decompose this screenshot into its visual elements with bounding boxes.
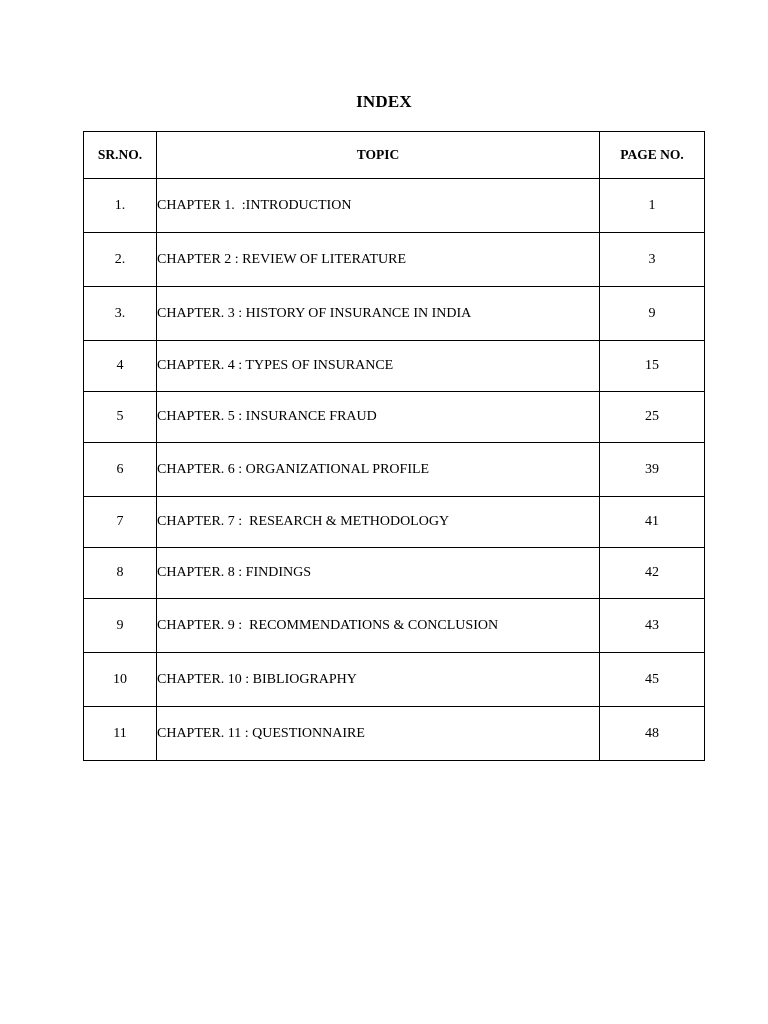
table-row [84, 443, 705, 497]
table-row [84, 653, 705, 707]
header-sr-no: SR.NO. [84, 132, 157, 179]
sr-no-cell: 2. [84, 233, 157, 287]
sr-no-cell: 3. [84, 287, 157, 341]
page-no-cell: 48 [600, 707, 705, 761]
page-no-cell: 15 [600, 341, 705, 392]
index-table [83, 131, 705, 761]
page-no-cell: 39 [600, 443, 705, 497]
topic-cell: CHAPTER 2 : REVIEW OF LITERATURE [157, 233, 600, 287]
header-page-no: PAGE NO. [600, 132, 705, 179]
page-no-cell: 25 [600, 392, 705, 443]
table-row [84, 548, 705, 599]
page-no-cell: 41 [600, 497, 705, 548]
table-row [84, 233, 705, 287]
header-topic: TOPIC [157, 132, 600, 179]
topic-cell: CHAPTER 1. :INTRODUCTION [157, 179, 600, 233]
table-row [84, 179, 705, 233]
table-row [84, 392, 705, 443]
sr-no-cell: 10 [84, 653, 157, 707]
table-row [84, 707, 705, 761]
sr-no-cell: 8 [84, 548, 157, 599]
topic-cell: CHAPTER. 8 : FINDINGS [157, 548, 600, 599]
sr-no-cell: 4 [84, 341, 157, 392]
topic-cell: CHAPTER. 7 : RESEARCH & METHODOLOGY [157, 497, 600, 548]
topic-cell: CHAPTER. 9 : RECOMMENDATIONS & CONCLUSION [157, 599, 600, 653]
sr-no-cell: 6 [84, 443, 157, 497]
page-no-cell: 45 [600, 653, 705, 707]
sr-no-cell: 1. [84, 179, 157, 233]
table-row [84, 287, 705, 341]
topic-cell: CHAPTER. 4 : TYPES OF INSURANCE [157, 341, 600, 392]
table-header-row [84, 132, 705, 179]
page-title: INDEX [356, 92, 412, 111]
page-no-cell: 1 [600, 179, 705, 233]
page-no-cell: 42 [600, 548, 705, 599]
sr-no-cell: 5 [84, 392, 157, 443]
table-row [84, 341, 705, 392]
sr-no-cell: 11 [84, 707, 157, 761]
table-row [84, 497, 705, 548]
page-no-cell: 3 [600, 233, 705, 287]
sr-no-cell: 9 [84, 599, 157, 653]
page-no-cell: 43 [600, 599, 705, 653]
topic-cell: CHAPTER. 11 : QUESTIONNAIRE [157, 707, 600, 761]
table-row [84, 599, 705, 653]
topic-cell: CHAPTER. 3 : HISTORY OF INSURANCE IN INDIA [157, 287, 600, 341]
topic-cell: CHAPTER. 5 : INSURANCE FRAUD [157, 392, 600, 443]
page-no-cell: 9 [600, 287, 705, 341]
topic-cell: CHAPTER. 10 : BIBLIOGRAPHY [157, 653, 600, 707]
topic-cell: CHAPTER. 6 : ORGANIZATIONAL PROFILE [157, 443, 600, 497]
sr-no-cell: 7 [84, 497, 157, 548]
